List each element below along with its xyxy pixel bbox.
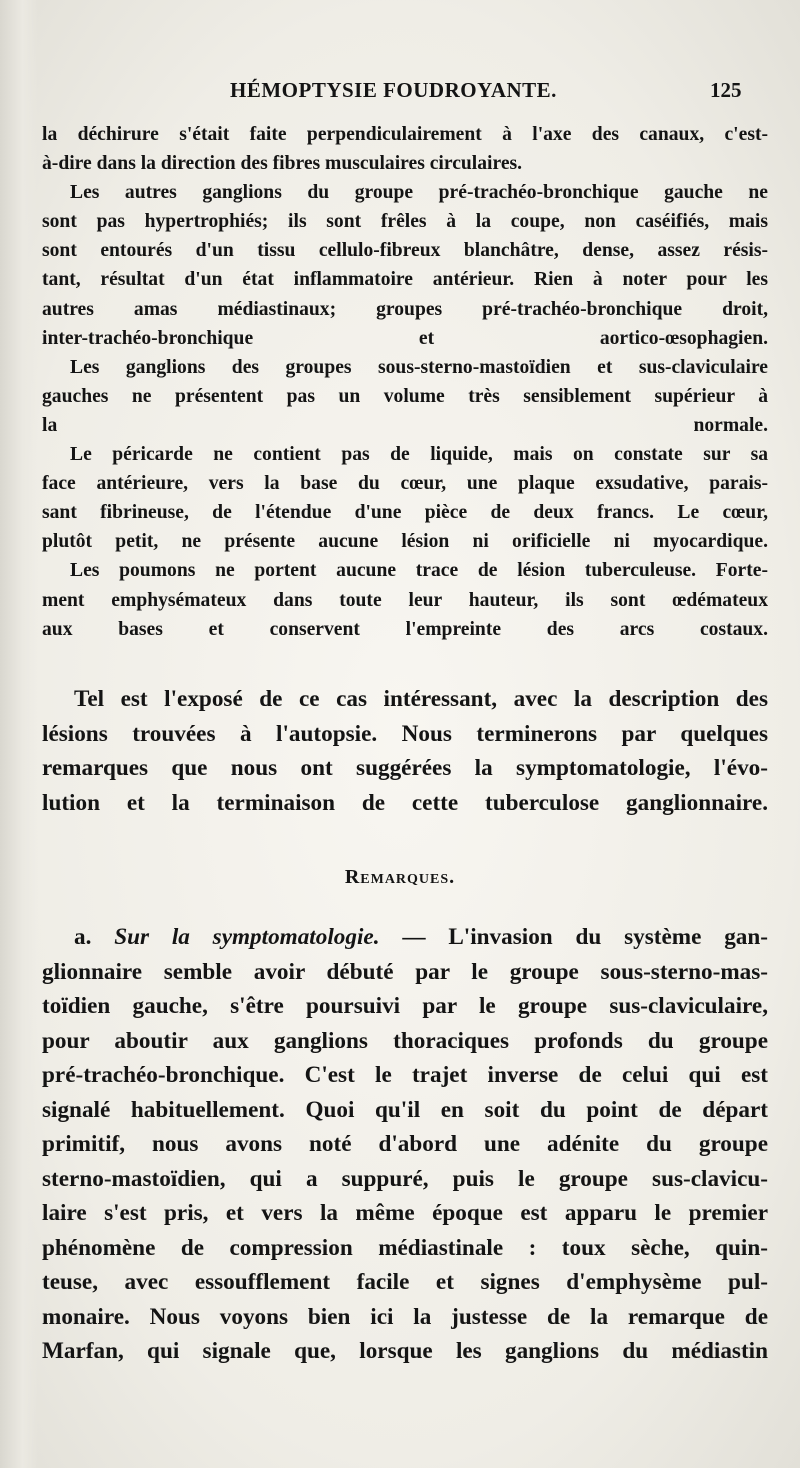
text-line: pour aboutir aux ganglions thoraciques profonds du groupe bbox=[42, 1027, 768, 1054]
paragraph-dechirure bbox=[42, 120, 768, 178]
item-letter: a. bbox=[74, 924, 115, 950]
text-line: phénomène de compression médiastinale : toux sèche, quin- bbox=[42, 1234, 768, 1261]
sub-section-label: Sur la symptomatologie. bbox=[114, 924, 380, 950]
text-line: la normale. bbox=[42, 414, 768, 436]
page-gutter-shadow bbox=[0, 0, 38, 1468]
section-heading-remarques: Remarques. bbox=[344, 866, 456, 888]
running-head: HÉMOPTYSIE FOUDROYANTE. bbox=[230, 78, 557, 102]
text-line: inter-trachéo-bronchique et aortico-œsophagien. bbox=[42, 327, 768, 349]
text-line: signalé habituellement. Quoi qu'il en soit du point de départ bbox=[42, 1096, 768, 1123]
text-line: Le péricarde ne contient pas de liquide, mais on constate sur sa bbox=[70, 444, 768, 466]
autopsy-findings-text bbox=[42, 120, 768, 644]
text-line: sant fibrineuse, de l'étendue d'une pièce de deux francs. Le cœur, bbox=[42, 502, 768, 524]
text-line: face antérieure, vers la base du cœur, une plaque exsudative, parais- bbox=[42, 473, 768, 495]
text-line: ment emphysémateux dans toute leur hauteur, ils sont œdémateux bbox=[42, 589, 768, 611]
text-line: autres amas médiastinaux; groupes pré-trachéo-bronchique droit, bbox=[42, 298, 768, 320]
text-line: pré-trachéo-bronchique. C'est le trajet inverse de celui qui est bbox=[42, 1062, 768, 1088]
text-line: aux bases et conservent l'empreinte des arcs costaux. bbox=[42, 618, 768, 640]
text-line: glionnaire semble avoir débuté par le groupe sous-sterno-mas- bbox=[42, 958, 768, 985]
text-line: sont pas hypertrophiés; ils sont frêles à la coupe, non caséifiés, mais bbox=[42, 211, 768, 233]
paragraph-conclusion bbox=[42, 682, 768, 820]
text-line: Les poumons ne portent aucune trace de lésion tuberculeuse. Forte- bbox=[70, 560, 768, 582]
text-line: la déchirure s'était faite perpendiculairement à l'axe des canaux, c'est- bbox=[42, 124, 768, 145]
text-line: à-dire dans la direction des fibres musculaires circulaires. bbox=[42, 153, 523, 175]
text-line: gauches ne présentent pas un volume très sensiblement supérieur à bbox=[42, 385, 768, 407]
conclusion-text bbox=[42, 682, 768, 820]
paragraph-ganglions-cervicaux bbox=[42, 353, 768, 440]
paragraph-ganglions-autres bbox=[42, 178, 768, 353]
text-line-first bbox=[42, 920, 768, 955]
text-line: toïdien gauche, s'être poursuivi par le groupe sus-claviculaire, bbox=[42, 993, 768, 1019]
text-line: Les ganglions des groupes sous-sterno-mastoïdien et sus-claviculaire bbox=[70, 356, 768, 378]
text-line: Marfan, qui signale que, lorsque les ganglions du médiastin bbox=[42, 1338, 768, 1364]
remarks-text bbox=[42, 920, 768, 1369]
paragraph-symptomatologie bbox=[42, 920, 768, 1369]
text-line: Tel est l'exposé de ce cas intéressant, avec la description des bbox=[74, 686, 768, 712]
text-line: remarques que nous ont suggérées la symptomatologie, l'évo- bbox=[42, 755, 768, 781]
text-line: sont entourés d'un tissu cellulo-fibreux blanchâtre, dense, assez résis- bbox=[42, 240, 768, 262]
page-number: 125 bbox=[710, 78, 742, 102]
text-line: lution et la terminaison de cette tuberculose ganglionnaire. bbox=[42, 789, 768, 816]
text-line: sterno-mastoïdien, qui a suppuré, puis le groupe sus-clavicu- bbox=[42, 1165, 768, 1192]
text-line: primitif, nous avons noté d'abord une adénite du groupe bbox=[42, 1131, 768, 1157]
text-line: plutôt petit, ne présente aucune lésion ni orificielle ni myocardique. bbox=[42, 531, 768, 553]
text-line: laire s'est pris, et vers la même époque est apparu le premier bbox=[42, 1200, 768, 1226]
text-line: monaire. Nous voyons bien ici la justesse de la remarque de bbox=[42, 1303, 768, 1330]
text-line: teuse, avec essoufflement facile et signes d'emphysème pul- bbox=[42, 1269, 768, 1295]
text-line: Les autres ganglions du groupe pré-trachéo-bronchique gauche ne bbox=[70, 182, 768, 204]
paragraph-poumons bbox=[42, 556, 768, 643]
text-run: — L'invasion du système gan- bbox=[379, 924, 768, 950]
text-line: lésions trouvées à l'autopsie. Nous terminerons par quelques bbox=[42, 720, 768, 747]
text-line: tant, résultat d'un état inflammatoire antérieur. Rien à noter pour les bbox=[42, 269, 768, 291]
paragraph-pericarde bbox=[42, 440, 768, 556]
